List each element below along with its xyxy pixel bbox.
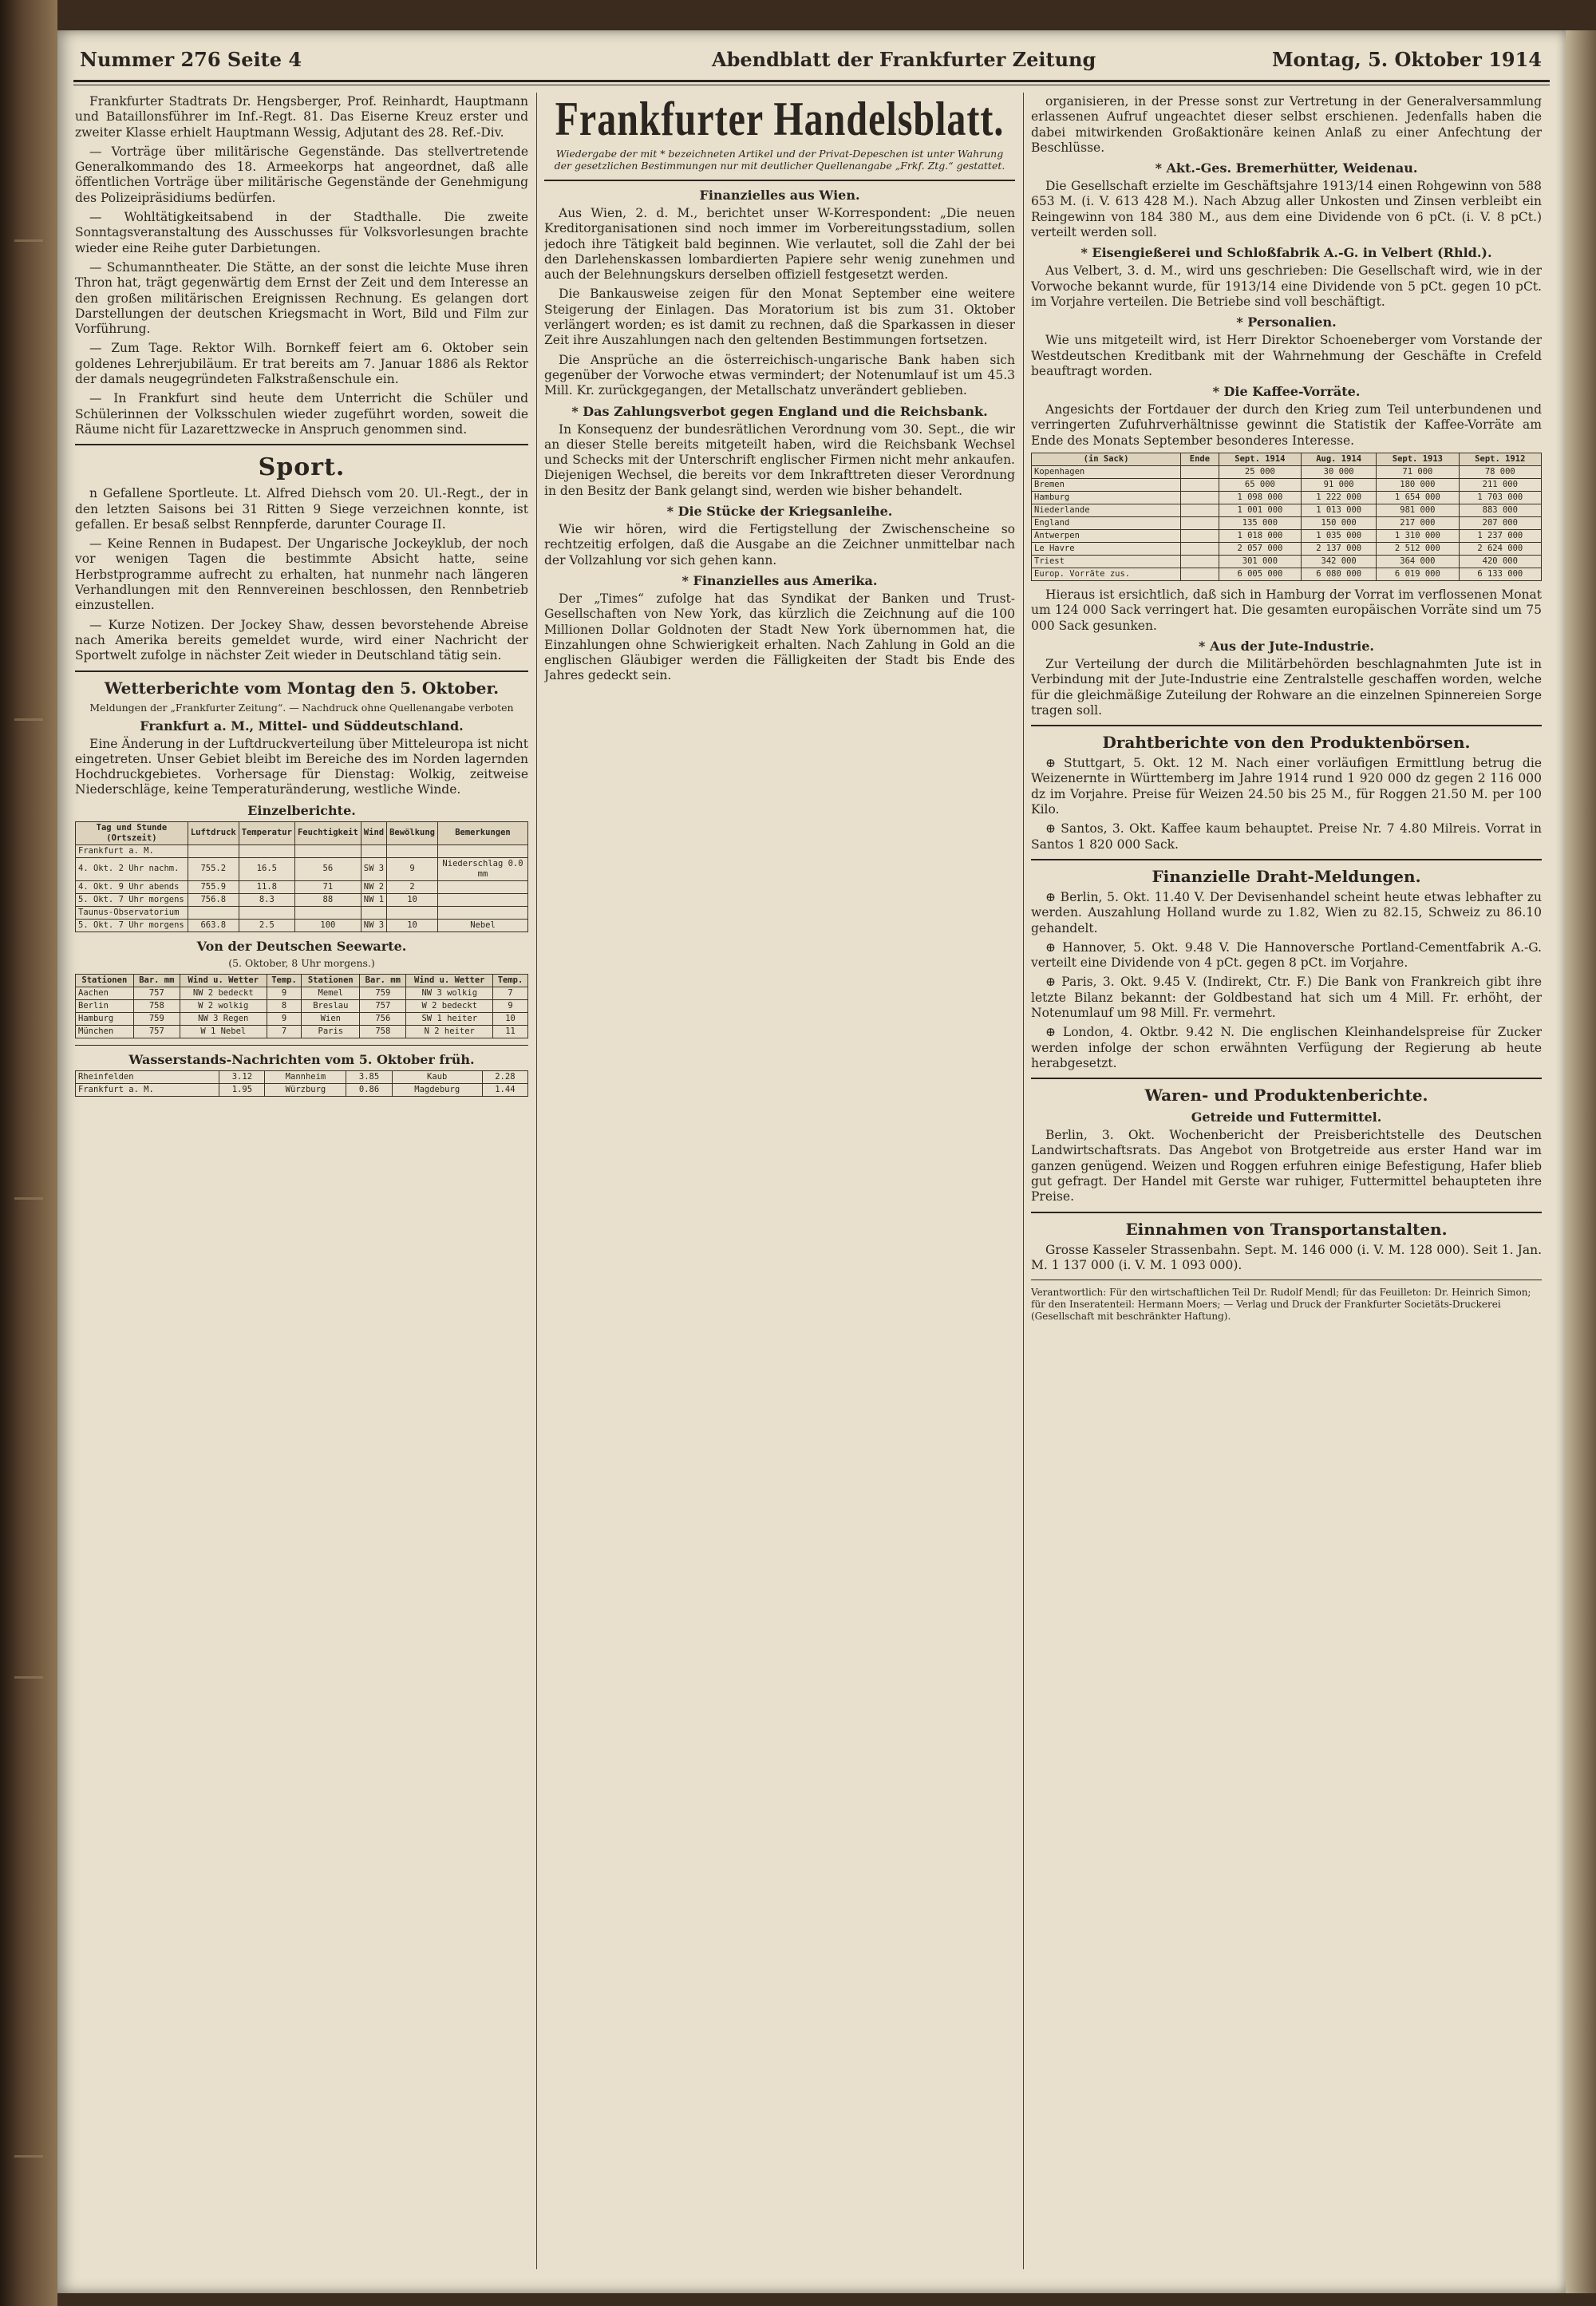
table-cell bbox=[1181, 504, 1219, 517]
table-cell: NW 2 bbox=[361, 880, 386, 893]
column-rule bbox=[536, 93, 537, 2269]
sport-paragraph: n Gefallene Sportleute. Lt. Alfred Diehsch vom 20. Ul.-Regt., der in den letzten Saisons bei 31 Ritten 9 Siege verzeichnen konnte, ist gefallen. Er besaß selbst Rennpferde, darunter Courage II. bbox=[75, 486, 528, 532]
table-cell: 342 000 bbox=[1302, 556, 1377, 568]
table-row bbox=[1032, 556, 1542, 568]
table-cell bbox=[1181, 530, 1219, 543]
table-cell: W 2 bedeckt bbox=[406, 999, 493, 1012]
weather-title: Wetterberichte vom Montag den 5. Oktober. bbox=[104, 678, 500, 698]
table-cell bbox=[1181, 492, 1219, 504]
article-title: * Aus der Jute-Industrie. bbox=[1199, 638, 1374, 654]
table-cell: 5. Okt. 7 Uhr morgens bbox=[76, 893, 188, 906]
section-rule bbox=[1031, 725, 1542, 726]
table-cell: 2.5 bbox=[239, 919, 294, 931]
column-header: Aug. 1914 bbox=[1302, 453, 1377, 466]
table-cell: 65 000 bbox=[1219, 479, 1301, 492]
column-header: Luftdruck bbox=[188, 821, 239, 844]
table-cell: N 2 heiter bbox=[406, 1025, 493, 1038]
table-row bbox=[76, 857, 528, 880]
article-paragraph: ⊕ Paris, 3. Okt. 9.45 V. (Indirekt, Ctr. F.) Die Bank von Frankreich gibt ihre letzte Bilanz bekannt: der Goldbestand hat sich um 4 Mill. Fr. erhöht, der Notenumlauf um 98 Mill. Fr. vermehrt. bbox=[1031, 975, 1542, 1020]
table-row bbox=[76, 1012, 528, 1025]
article-paragraph: — Zum Tage. Rektor Wilh. Bornkeff feiert am 6. Oktober sein goldenes Lehrerjubiläum. Er trat bereits am 7. Januar 1886 als Rektor der damals neugegründeten Falkstraßenschule ein. bbox=[75, 341, 528, 387]
article-title: * Die Stücke der Kriegsanleihe. bbox=[666, 504, 893, 520]
article-title: * Eisengießerei und Schloßfabrik A.-G. in Velbert (Rhld.). bbox=[1080, 245, 1492, 261]
table-cell: 3.85 bbox=[346, 1070, 392, 1083]
table-cell: 759 bbox=[360, 987, 406, 999]
article-paragraph: Die Gesellschaft erzielte im Geschäftsjahre 1913/14 einen Rohgewinn von 588 653 M. (i. V. 613 428 M.). Nach Abzug aller Unkosten und Zinsen verbleibt ein Reingewinn von 184 380 M., aus dem eine Dividende von 6 pCt. (i. V. 8 pCt.) verteilt werden soll. bbox=[1031, 179, 1542, 240]
table-cell: 755.9 bbox=[188, 880, 239, 893]
table-cell: NW 3 wolkig bbox=[406, 987, 493, 999]
column-header: Stationen bbox=[302, 974, 360, 987]
section-title: Einnahmen von Transportanstalten. bbox=[1125, 1219, 1448, 1239]
table-cell: SW 1 heiter bbox=[406, 1012, 493, 1025]
column-markets bbox=[1031, 94, 1542, 2269]
table-cell bbox=[1181, 556, 1219, 568]
table-cell: 71 bbox=[294, 880, 361, 893]
article-paragraph: ⊕ Santos, 3. Okt. Kaffee kaum behauptet. Preise Nr. 7 4.80 Milreis. Vorrat in Santos 1 820 000 Sack. bbox=[1031, 821, 1542, 852]
table-cell: Kaub bbox=[392, 1070, 482, 1083]
table-cell bbox=[361, 906, 386, 919]
table-row bbox=[76, 893, 528, 906]
table-cell: 11.8 bbox=[239, 880, 294, 893]
column-header: Feuchtigkeit bbox=[294, 821, 361, 844]
article-paragraph: Aus Wien, 2. d. M., berichtet unser W-Korrespondent: „Die neuen Kreditorganisationen sind noch immer im Vorbereitungsstadium, sollen jedoch ihre Tätigkeit bald beginnen. Wie verlautet, soll die Zahl der bei den Darlehenskassen lombardierten Papiere sehr wenig zunehmen und auch der Belehnungskurs derselben offiziell festgesetzt werden. bbox=[544, 206, 1015, 283]
weather-forecast: Eine Änderung in der Luftdruckverteilung über Mitteleuropa ist nicht eingetreten. Unser Gebiet bleibt im Bereiche des im Norden lagernden Hochdruckgebietes. Vorhersage für Dienstag: Wolkig, zeitweise Niederschläge, keine Temperaturänderung, westliche Winde. bbox=[75, 736, 528, 797]
table-cell: Hamburg bbox=[1032, 492, 1181, 504]
section-title-sport: Sport. bbox=[258, 453, 346, 482]
table-cell bbox=[188, 844, 239, 857]
table-cell: 4. Okt. 9 Uhr abends bbox=[76, 880, 188, 893]
column-rule bbox=[1023, 93, 1024, 2269]
table-cell: W 1 Nebel bbox=[180, 1025, 267, 1038]
column-header: Temp. bbox=[267, 974, 302, 987]
table-row bbox=[1032, 479, 1542, 492]
article-paragraph: Angesichts der Fortdauer der durch den Krieg zum Teil unterbundenen und verringerten Zufuhrverhältnisse gewinnt die Statistik der Kaffee-Vorräte am Ende des Monats September besonderes Interesse. bbox=[1031, 402, 1542, 448]
table-cell: 1 035 000 bbox=[1302, 530, 1377, 543]
column-header: Tag und Stunde (Ortszeit) bbox=[76, 821, 188, 844]
article-paragraph: Hieraus ist ersichtlich, daß sich in Hamburg der Vorrat im verflossenen Monat um 124 000 Sack verringert hat. Die gesamten europäischen Vorräte sind um 75 000 Sack gesunken. bbox=[1031, 587, 1542, 633]
weather-region: Frankfurt a. M., Mittel- und Süddeutschland. bbox=[140, 718, 464, 734]
table-cell: 10 bbox=[387, 919, 438, 931]
table-cell: München bbox=[76, 1025, 134, 1038]
water-level-table bbox=[75, 1070, 528, 1097]
table-cell: Frankfurt a. M. bbox=[76, 844, 188, 857]
article-paragraph: Berlin, 3. Okt. Wochenbericht der Preisberichtstelle des Deutschen Landwirtschaftsrats. Das Angebot von Brotgetreide aus erster Hand war im ganzen genügend. Weizen und Roggen erfuhren einige Befestigung, Hafer blieb gut gefragt. Der Handel mit Gerste war ruhiger, Futtermittel behaupteten ihre Preise. bbox=[1031, 1128, 1542, 1204]
article-paragraph: organisieren, in der Presse sonst zur Vertretung in der Generalversammlung erlassenen Aufruf ungeachtet dieser selbst erschienen. Jedenfalls haben die dabei mitwirkenden Großaktionäre keinen Anlaß zu einer Anfechtung der Beschlüsse. bbox=[1031, 94, 1542, 155]
article-paragraph: Grosse Kasseler Strassenbahn. Sept. M. 146 000 (i. V. M. 128 000). Seit 1. Jan. M. 1 137 000 (i. V. M. 1 093 000). bbox=[1031, 1242, 1542, 1272]
article-paragraph: Die Bankausweise zeigen für den Monat September eine weitere Steigerung der Einlagen. Das Moratorium ist bis zum 31. Oktober verlängert worden; es ist damit zu rechnen, daß die Sparkassen in dieser Zeit ihre Auszahlungen nach den geltenden Bestimmungen fortsetzen. bbox=[544, 287, 1015, 348]
article-paragraph: — Wohltätigkeitsabend in der Stadthalle. Die zweite Sonntagsveranstaltung des Ausschusses für Volksvorlesungen brachte wieder eine Reihe guter Darbietungen. bbox=[75, 210, 528, 255]
table-cell: 301 000 bbox=[1219, 556, 1301, 568]
column-header: Stationen bbox=[76, 974, 134, 987]
article-title: Finanzielles aus Wien. bbox=[699, 188, 860, 203]
table-cell: W 2 wolkig bbox=[180, 999, 267, 1012]
table-cell: 5. Okt. 7 Uhr morgens bbox=[76, 919, 188, 931]
table-cell: 981 000 bbox=[1377, 504, 1459, 517]
table-row bbox=[76, 1025, 528, 1038]
water-level-title: Wasserstands-Nachrichten vom 5. Oktober früh. bbox=[128, 1051, 475, 1067]
section-rule bbox=[1031, 859, 1542, 860]
table-cell: 1 310 000 bbox=[1377, 530, 1459, 543]
table-cell: 11 bbox=[493, 1025, 528, 1038]
table-cell: 758 bbox=[360, 1025, 406, 1038]
table-cell bbox=[1181, 479, 1219, 492]
table-cell bbox=[438, 906, 528, 919]
table-cell: Frankfurt a. M. bbox=[76, 1083, 219, 1096]
table-cell: 3.12 bbox=[219, 1070, 265, 1083]
table-cell: 7 bbox=[493, 987, 528, 999]
table-cell: Berlin bbox=[76, 999, 134, 1012]
table-cell: Memel bbox=[302, 987, 360, 999]
table-cell: 88 bbox=[294, 893, 361, 906]
table-cell: Nebel bbox=[438, 919, 528, 931]
table-cell: Bremen bbox=[1032, 479, 1181, 492]
book-binding bbox=[0, 0, 57, 2306]
section-title: Drahtberichte von den Produktenbörsen. bbox=[1102, 733, 1471, 753]
article-paragraph: — In Frankfurt sind heute dem Unterricht die Schüler und Schülerinnen der Volksschulen wieder zugeführt worden, soweit die Räume nicht für Lazarettzwecke in Anspruch genommen sind. bbox=[75, 391, 528, 437]
table-cell bbox=[1181, 543, 1219, 556]
column-header: Wind u. Wetter bbox=[406, 974, 493, 987]
column-header: (in Sack) bbox=[1032, 453, 1181, 466]
table-cell: Breslau bbox=[302, 999, 360, 1012]
table-cell: NW 3 bbox=[361, 919, 386, 931]
table-cell bbox=[361, 844, 386, 857]
table-cell: Antwerpen bbox=[1032, 530, 1181, 543]
table-row bbox=[76, 1083, 528, 1096]
table-cell: 1 237 000 bbox=[1459, 530, 1541, 543]
page-edge bbox=[1566, 30, 1596, 2293]
column-header: Bar. mm bbox=[133, 974, 180, 987]
table-row bbox=[1032, 568, 1542, 581]
table-cell bbox=[438, 880, 528, 893]
seewarte-table bbox=[75, 974, 528, 1038]
table-cell: 217 000 bbox=[1377, 517, 1459, 530]
table-row bbox=[76, 919, 528, 931]
section-title: Finanzielle Draht-Meldungen. bbox=[1152, 866, 1421, 886]
table-cell: 2 057 000 bbox=[1219, 543, 1301, 556]
table-cell: 150 000 bbox=[1302, 517, 1377, 530]
table-cell: 9 bbox=[493, 999, 528, 1012]
article-paragraph: In Konsequenz der bundesrätlichen Verordnung vom 30. Sept., die wir an dieser Stelle bereits mitgeteilt haben, wird die Reichsbank Wechsel und Schecks mit der Unterschrift englischer Firmen nicht mehr ankaufen. Diejenigen Wechsel, die bereits vor dem Inkrafttreten dieser Verordnung in den Besitz der Bank gelangt sind, werden wie bisher behandelt. bbox=[544, 421, 1015, 498]
table-cell: Wien bbox=[302, 1012, 360, 1025]
table-cell: 756.8 bbox=[188, 893, 239, 906]
article-paragraph: Die Ansprüche an die österreichisch-ungarische Bank haben sich gegenüber der Vorwoche etwas vermindert; der Notenumlauf ist um 45.3 Mill. Kr. zurückgegangen, der Metallschatz unverändert geblieben. bbox=[544, 352, 1015, 398]
table-cell: NW 1 bbox=[361, 893, 386, 906]
table-cell: 1 013 000 bbox=[1302, 504, 1377, 517]
table-cell: Niederschlag 0.0 mm bbox=[438, 857, 528, 880]
table-cell: 4. Okt. 2 Uhr nachm. bbox=[76, 857, 188, 880]
section-rule bbox=[1031, 1212, 1542, 1213]
section-rule bbox=[75, 670, 528, 672]
table-cell: NW 3 Regen bbox=[180, 1012, 267, 1025]
table-row bbox=[76, 987, 528, 999]
article-title: * Die Kaffee-Vorräte. bbox=[1212, 384, 1361, 400]
article-paragraph: — Vorträge über militärische Gegenstände. Das stellvertretende Generalkommando des 18. Armeekorps hat angeordnet, daß alle öffentlichen Vorträge über militärische Gegenstände der Genehmigung des Polizeipräsidiums bedürfen. bbox=[75, 144, 528, 205]
table-cell: 757 bbox=[360, 999, 406, 1012]
imprint: Verantwortlich: Für den wirtschaftlichen Teil Dr. Rudolf Mendl; für das Feuilleton: Dr. Heinrich Simon; für den Inseratenteil: Hermann Moers; — Verlag und Druck der Frankfurter Societäts-Druckerei (Gesellschaft mit beschränkter Haftung). bbox=[1031, 1287, 1531, 1323]
table-cell: SW 3 bbox=[361, 857, 386, 880]
table-cell: 71 000 bbox=[1377, 466, 1459, 479]
section-rule bbox=[75, 444, 528, 445]
column-header: Bemerkungen bbox=[438, 821, 528, 844]
table-row bbox=[1032, 492, 1542, 504]
table-cell: 56 bbox=[294, 857, 361, 880]
table-cell: Magdeburg bbox=[392, 1083, 482, 1096]
table-cell: 180 000 bbox=[1377, 479, 1459, 492]
column-header: Wind u. Wetter bbox=[180, 974, 267, 987]
table-cell bbox=[387, 844, 438, 857]
weather-subtitle: Meldungen der „Frankfurter Zeitung“. — Nachdruck ohne Quellenangabe verboten bbox=[89, 701, 514, 714]
table-cell: 364 000 bbox=[1377, 556, 1459, 568]
table-cell: 6 019 000 bbox=[1377, 568, 1459, 581]
article-paragraph: Zur Verteilung der durch die Militärbehörden beschlagnahmten Jute ist in Verbindung mit der Jute-Industrie eine Zentralstelle geschaffen worden, welche für die gleichmäßige Zuteilung der Rohware an die einzelnen Spinnereien Sorge tragen soll. bbox=[1031, 656, 1542, 718]
table-cell bbox=[1181, 466, 1219, 479]
table-cell: 758 bbox=[133, 999, 180, 1012]
table-cell: 135 000 bbox=[1219, 517, 1301, 530]
column-header: Wind bbox=[361, 821, 386, 844]
column-handelsblatt bbox=[544, 94, 1015, 2269]
section-rule bbox=[1031, 1078, 1542, 1079]
table-cell: 8 bbox=[267, 999, 302, 1012]
table-cell: 100 bbox=[294, 919, 361, 931]
article-paragraph: Der „Times“ zufolge hat das Syndikat der Banken und Trust-Gesellschaften von New York, das kürzlich die Zeichnung auf die 100 Millionen Dollar Goldnoten der Stadt New York übernommen hat, die Einzahlungen ohne Schwierigkeit erhalten. Nach Zahlung in Gold an die englischen Gläubiger werden die Fälligkeiten der Stadt bis Ende des Jahres gedeckt sein. bbox=[544, 591, 1015, 683]
article-paragraph: Wie wir hören, wird die Fertigstellung der Zwischenscheine so rechtzeitig erfolgen, daß die Ausgabe an die Zeichner unmittelbar nach der Vollzahlung vor sich gehen kann. bbox=[544, 522, 1015, 568]
table-cell: Taunus-Observatorium bbox=[76, 906, 188, 919]
table-cell: 9 bbox=[267, 1012, 302, 1025]
article-paragraph: Wie uns mitgeteilt wird, ist Herr Direktor Schoeneberger vom Vorstande der Westdeutschen Kreditbank mit der Wahrnehmung der Geschäfte in Crefeld beauftragt worden. bbox=[1031, 333, 1542, 378]
article-title: * Akt.-Ges. Bremerhütter, Weidenau. bbox=[1155, 160, 1418, 176]
table-cell: 6 005 000 bbox=[1219, 568, 1301, 581]
page-number: Nummer 276 Seite 4 bbox=[80, 48, 302, 71]
table-row bbox=[76, 1070, 528, 1083]
article-paragraph: ⊕ London, 4. Oktbr. 9.42 N. Die englischen Kleinhandelspreise für Zucker werden infolge der schon erwähnten Verfügung der Regierung ab heute herabgesetzt. bbox=[1031, 1025, 1542, 1070]
article-paragraph: Frankfurter Stadtrats Dr. Hengsberger, Prof. Reinhardt, Hauptmann und Bataillonsführer im Inf.-Regt. 81. Das Eiserne Kreuz erster und zweiter Klasse erhielt Hauptmann Wessig, Adjutant des 28. Ref.-Div. bbox=[75, 94, 528, 140]
article-title: * Das Zahlungsverbot gegen England und die Reichsbank. bbox=[571, 403, 988, 419]
table-cell: England bbox=[1032, 517, 1181, 530]
table-cell: 1 098 000 bbox=[1219, 492, 1301, 504]
table-cell bbox=[1181, 568, 1219, 581]
table-cell: 2 512 000 bbox=[1377, 543, 1459, 556]
table-row bbox=[76, 880, 528, 893]
table-cell: 10 bbox=[493, 1012, 528, 1025]
table-cell: 757 bbox=[133, 1025, 180, 1038]
sport-paragraph: — Kurze Notizen. Der Jockey Shaw, dessen bevorstehende Abreise nach Amerika bereits gemeldet wurde, wird einer Nachricht der Sportwelt zufolge in nächster Zeit wieder in Deutschland tätig sein. bbox=[75, 617, 528, 663]
column-local-news bbox=[75, 94, 528, 2269]
table-cell bbox=[294, 844, 361, 857]
column-header: Sept. 1914 bbox=[1219, 453, 1301, 466]
table-cell: 2 624 000 bbox=[1459, 543, 1541, 556]
table-cell: Hamburg bbox=[76, 1012, 134, 1025]
table-cell: Aachen bbox=[76, 987, 134, 999]
seewarte-subtitle: (5. Oktober, 8 Uhr morgens.) bbox=[228, 956, 375, 969]
column-header: Sept. 1913 bbox=[1377, 453, 1459, 466]
table-cell: 91 000 bbox=[1302, 479, 1377, 492]
table-cell: 663.8 bbox=[188, 919, 239, 931]
column-header: Bar. mm bbox=[360, 974, 406, 987]
table-cell: 1.95 bbox=[219, 1083, 265, 1096]
table-cell: 1 018 000 bbox=[1219, 530, 1301, 543]
reprint-notice: Wiedergabe der mit * bezeichneten Artikel und der Privat-Depeschen ist unter Wahrung der gesetzlichen Bestimmungen nur mit deutlicher Quellenangabe „Frkf. Ztg.“ gestattet. bbox=[554, 148, 1005, 172]
table-cell bbox=[387, 906, 438, 919]
issue-date: Montag, 5. Oktober 1914 bbox=[1271, 48, 1542, 71]
table-cell: 30 000 bbox=[1302, 466, 1377, 479]
column-header: Temp. bbox=[493, 974, 528, 987]
table-cell: 755.2 bbox=[188, 857, 239, 880]
table-row bbox=[76, 906, 528, 919]
coffee-stock-table bbox=[1031, 453, 1542, 581]
table-cell: 6 080 000 bbox=[1302, 568, 1377, 581]
table-cell: Niederlande bbox=[1032, 504, 1181, 517]
article-paragraph: — Schumanntheater. Die Stätte, an der sonst die leichte Muse ihren Thron hat, trägt gegenwärtig dem Ernst der Zeit und dem Interesse an den großen militärischen Ereignissen Rechnung. Es gelangen dort Darstellungen der deutschen Kriegsmacht in Wort, Bild und Film zur Vorführung. bbox=[75, 259, 528, 337]
table-cell: 1 654 000 bbox=[1377, 492, 1459, 504]
table-cell bbox=[438, 893, 528, 906]
table-cell bbox=[239, 906, 294, 919]
table-cell: Kopenhagen bbox=[1032, 466, 1181, 479]
weather-details-table bbox=[75, 821, 528, 932]
table-cell: 759 bbox=[133, 1012, 180, 1025]
table-cell: Europ. Vorräte zus. bbox=[1032, 568, 1181, 581]
table-row bbox=[1032, 530, 1542, 543]
table-cell: 756 bbox=[360, 1012, 406, 1025]
table-cell: 207 000 bbox=[1459, 517, 1541, 530]
header-rule bbox=[73, 80, 1550, 82]
table-cell: 2 bbox=[387, 880, 438, 893]
page-header bbox=[57, 40, 1566, 75]
table-cell: 0.86 bbox=[346, 1083, 392, 1096]
table-cell: 78 000 bbox=[1459, 466, 1541, 479]
weather-details-title: Einzelberichte. bbox=[247, 802, 356, 818]
table-cell: 1 001 000 bbox=[1219, 504, 1301, 517]
table-cell: 25 000 bbox=[1219, 466, 1301, 479]
table-cell: Würzburg bbox=[265, 1083, 346, 1096]
section-rule bbox=[544, 180, 1015, 181]
table-cell: 9 bbox=[267, 987, 302, 999]
table-cell: 211 000 bbox=[1459, 479, 1541, 492]
table-cell: 16.5 bbox=[239, 857, 294, 880]
table-cell: Paris bbox=[302, 1025, 360, 1038]
column-header: Bewölkung bbox=[387, 821, 438, 844]
article-paragraph: Aus Velbert, 3. d. M., wird uns geschrieben: Die Gesellschaft wird, wie in der Vorwoche bekannt wurde, für 1913/14 eine Dividende von 5 pCt. gegen 10 pCt. im Vorjahre verteilen. Die Betriebe sind voll beschäftigt. bbox=[1031, 263, 1542, 309]
section-rule bbox=[75, 1045, 528, 1046]
table-row bbox=[1032, 466, 1542, 479]
table-cell: Mannheim bbox=[265, 1070, 346, 1083]
table-cell: 10 bbox=[387, 893, 438, 906]
column-header: Ende bbox=[1181, 453, 1219, 466]
table-cell bbox=[188, 906, 239, 919]
table-cell: 1 222 000 bbox=[1302, 492, 1377, 504]
table-cell: Triest bbox=[1032, 556, 1181, 568]
table-cell bbox=[438, 844, 528, 857]
table-cell: NW 2 bedeckt bbox=[180, 987, 267, 999]
article-title: * Personalien. bbox=[1236, 314, 1337, 330]
table-cell: 6 133 000 bbox=[1459, 568, 1541, 581]
table-cell bbox=[294, 906, 361, 919]
table-row bbox=[76, 999, 528, 1012]
article-paragraph: ⊕ Stuttgart, 5. Okt. 12 M. Nach einer vorläufigen Ermittlung betrug die Weizenernte in Württemberg im Jahre 1914 rund 1 920 000 dz gegen 2 116 000 dz im Vorjahre. Preise für Weizen 24.50 bis 25 M., für Roggen 21.50 M. per 100 Kilo. bbox=[1031, 756, 1542, 817]
article-title: Getreide und Futtermittel. bbox=[1191, 1109, 1382, 1125]
seewarte-title: Von der Deutschen Seewarte. bbox=[196, 938, 407, 954]
table-row bbox=[1032, 543, 1542, 556]
table-cell: 883 000 bbox=[1459, 504, 1541, 517]
column-header: Sept. 1912 bbox=[1459, 453, 1541, 466]
table-cell: 2.28 bbox=[482, 1070, 527, 1083]
table-cell: 420 000 bbox=[1459, 556, 1541, 568]
table-cell: 7 bbox=[267, 1025, 302, 1038]
table-cell bbox=[239, 844, 294, 857]
table-cell: 1.44 bbox=[482, 1083, 527, 1096]
table-cell: 757 bbox=[133, 987, 180, 999]
table-cell: 1 703 000 bbox=[1459, 492, 1541, 504]
handelsblatt-masthead: Frankfurter Handelsblatt. bbox=[555, 94, 1005, 146]
table-row bbox=[76, 844, 528, 857]
article-title: * Finanzielles aus Amerika. bbox=[681, 572, 878, 588]
paper-title: Abendblatt der Frankfurter Zeitung bbox=[712, 48, 1096, 71]
table-cell bbox=[1181, 517, 1219, 530]
table-cell: Le Havre bbox=[1032, 543, 1181, 556]
newspaper-page bbox=[57, 30, 1566, 2293]
table-cell: 8.3 bbox=[239, 893, 294, 906]
section-title: Waren- und Produktenberichte. bbox=[1144, 1086, 1428, 1106]
table-row bbox=[1032, 517, 1542, 530]
table-cell: 2 137 000 bbox=[1302, 543, 1377, 556]
article-paragraph: ⊕ Hannover, 5. Okt. 9.48 V. Die Hannoversche Portland-Cementfabrik A.-G. verteilt eine Dividende von 4 pCt. gegen 8 pCt. im Vorjahre. bbox=[1031, 939, 1542, 971]
table-cell: Rheinfelden bbox=[76, 1070, 219, 1083]
sport-paragraph: — Keine Rennen in Budapest. Der Ungarische Jockeyklub, der noch vor wenigen Tagen die bestimmte Absicht hatte, seine Herbstprogramme aufrecht zu erhalten, hat nunmehr nach längeren Verhandlungen mit den Rennvereinen beschlossen, den Rennbetrieb einzustellen. bbox=[75, 536, 528, 613]
table-cell: 9 bbox=[387, 857, 438, 880]
column-header: Temperatur bbox=[239, 821, 294, 844]
table-row bbox=[1032, 504, 1542, 517]
article-paragraph: ⊕ Berlin, 5. Okt. 11.40 V. Der Devisenhandel scheint heute etwas lebhafter zu werden. Auszahlung Holland wurde zu 1.82, Wien zu 82.15, Schweiz zu 86.10 gehandelt. bbox=[1031, 889, 1542, 935]
